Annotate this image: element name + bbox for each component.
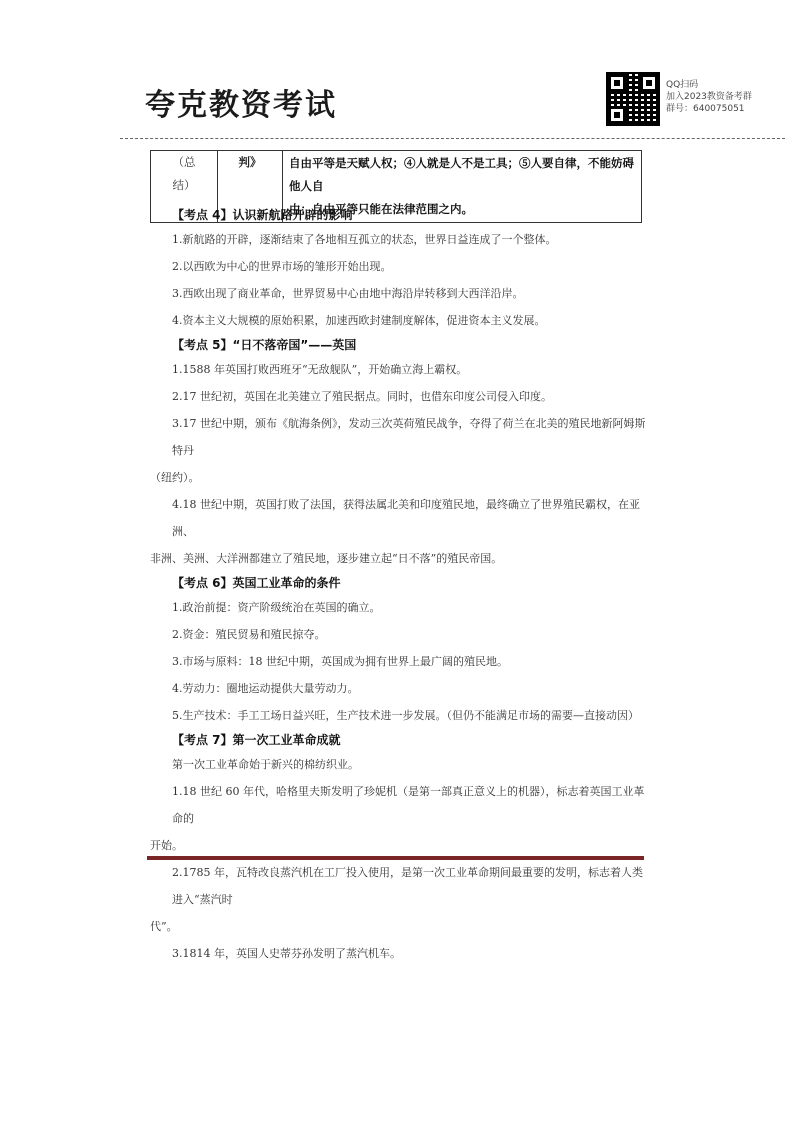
cell-text: 自由平等是天赋人权；④人就是人不是工具；⑤人要自律，不能妨碍他人自	[289, 156, 634, 193]
section-title-point6: 【考点 6】英国工业革命的条件	[172, 576, 341, 590]
qr-code-icon[interactable]	[606, 72, 660, 126]
paragraph-intro: 第一次工业革命始于新兴的棉纺织业。	[172, 758, 359, 771]
list-item: 1.1588 年英国打败西班牙“无敌舰队”，开始确立海上霸权。	[172, 363, 468, 376]
list-item: 3.西欧出现了商业革命，世界贸易中心由地中海沿岸转移到大西洋沿岸。	[172, 287, 524, 300]
qr-finder-pattern	[608, 106, 626, 124]
list-item: 3.17 世纪中期，颁布《航海条例》，发动三次英荷殖民战争，夺得了荷兰在北美的殖民地新阿姆斯特丹	[172, 417, 646, 457]
list-item: 1.政治前提：资产阶级统治在英国的确立。	[172, 601, 381, 614]
qr-caption	[666, 79, 752, 115]
section-title-point4: 【考点 4】认识新航路开辟的影响	[172, 208, 353, 222]
qr-caption-line: 加入2023教资备考群	[666, 92, 752, 102]
list-item-continuation: 代”。	[150, 920, 178, 933]
list-item: 4.资本主义大规模的原始积累，加速西欧封建制度解体，促进资本主义发展。	[172, 314, 546, 327]
list-item: 1.18 世纪 60 年代，哈格里夫斯发明了珍妮机（是第一部真正意义上的机器），标志着英国工业革命的	[172, 785, 645, 825]
footer-divider	[147, 856, 644, 860]
list-item: 4.劳动力：圈地运动提供大量劳动力。	[172, 682, 359, 695]
list-item: 1.新航路的开辟，逐渐结束了各地相互孤立的状态，世界日益连成了一个整体。	[172, 233, 557, 246]
section-title-point7: 【考点 7】第一次工业革命成就	[172, 733, 341, 747]
document-body	[150, 204, 650, 967]
page-header	[0, 0, 800, 150]
cell-text: 由；自由平等只能在法律范围之内。	[289, 202, 473, 216]
list-item: 2.1785 年，瓦特改良蒸汽机在工厂投入使用，是第一次工业革命期间最重要的发明，标志着人类进入“蒸汽时	[172, 866, 643, 906]
list-item-continuation: 非洲、美洲、大洋洲都建立了殖民地，逐步建立起“日不落”的殖民帝国。	[150, 552, 503, 565]
qr-caption-line: QQ扫码	[666, 80, 699, 90]
list-item: 3.1814 年，英国人史蒂芬孙发明了蒸汽机车。	[172, 947, 401, 960]
header-divider	[120, 138, 785, 139]
qr-caption-line: 群号：640075051	[666, 104, 745, 114]
list-item: 2.以西欧为中心的世界市场的雏形开始出现。	[172, 260, 392, 273]
qr-finder-pattern	[640, 74, 658, 92]
brand-title: 夸克教资考试	[145, 88, 337, 123]
cell-text: 结）	[172, 178, 196, 192]
list-item-continuation: （纽约）。	[150, 471, 200, 484]
list-item: 2.资金：殖民贸易和殖民掠夺。	[172, 628, 326, 641]
section-title-point5: 【考点 5】“日不落帝国”——英国	[172, 338, 357, 352]
list-item: 4.18 世纪中期，英国打败了法国，获得法属北美和印度殖民地，最终确立了世界殖民霸权，在亚洲、	[172, 498, 640, 538]
list-item: 5.生产技术：手工工场日益兴旺，生产技术进一步发展。（但仍不能满足市场的需要—直接动因）	[172, 709, 639, 722]
list-item-continuation: 开始。	[150, 839, 183, 852]
list-item: 3.市场与原料：18 世纪中期，英国成为拥有世界上最广阔的殖民地。	[172, 655, 508, 668]
cell-text: （总	[172, 155, 196, 169]
table-cell-source: 判》	[218, 151, 283, 223]
list-item: 2.17 世纪初，英国在北美建立了殖民据点。同时，也借东印度公司侵入印度。	[172, 390, 552, 403]
qr-finder-pattern	[608, 74, 626, 92]
